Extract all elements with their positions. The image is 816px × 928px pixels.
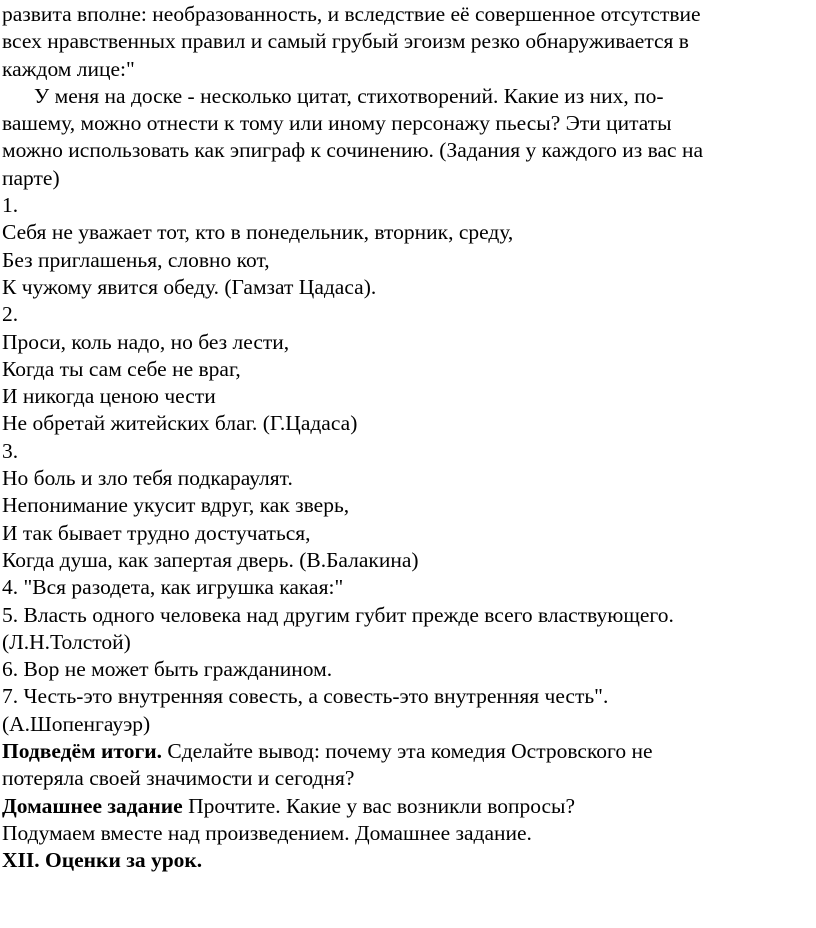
quote-number: 2.	[2, 302, 19, 327]
quote-6: 6. Вор не может быть гражданином.	[2, 657, 333, 682]
summary-paragraph	[2, 738, 810, 793]
quote-2	[2, 301, 810, 437]
quote-5	[2, 602, 810, 657]
quote-7	[2, 683, 810, 738]
quote-1	[2, 192, 810, 301]
verse-line: Себя не уважает тот, кто в понедельник, вторник, среду,	[2, 220, 514, 245]
summary-text: Сделайте вывод: почему эта комедия Островского не	[161, 739, 653, 764]
text-line: У меня на доске - несколько цитат, стихотворений. Какие из них, по-	[34, 83, 664, 108]
homework-paragraph	[2, 793, 810, 848]
text-line: можно использовать как эпиграф к сочинению. (Задания у каждого из вас на	[2, 138, 704, 163]
quote-3	[2, 438, 810, 574]
quote-4: 4. "Вся разодета, как игрушка какая:"	[2, 575, 344, 600]
text-line	[2, 738, 810, 765]
intro-paragraph	[2, 1, 810, 83]
board-paragraph	[2, 83, 810, 192]
verse-line: И никогда ценою чести	[2, 384, 216, 409]
homework-label: Домашнее задание	[2, 793, 183, 818]
verse-line: Когда ты сам себе не враг,	[2, 356, 241, 381]
verse-line: Но боль и зло тебя подкараулят.	[2, 466, 293, 491]
verse-line: Не обретай житейских благ. (Г.Цадаса)	[2, 411, 358, 436]
text-line: (А.Шопенгауэр)	[2, 711, 151, 736]
text-line: 7. Честь-это внутренняя совесть, а совесть-это внутренняя честь".	[2, 684, 609, 709]
summary-label: Подведём итоги.	[2, 739, 162, 764]
verse-line: Без приглашенья, словно кот,	[2, 247, 270, 272]
text-line: всех нравственных правил и самый грубый эгоизм резко обнаруживается в	[2, 29, 689, 54]
text-line: каждом лице:"	[2, 56, 135, 81]
homework-text: Прочтите. Какие у вас возникли вопросы?	[182, 793, 576, 818]
document-page	[2, 1, 810, 875]
text-line: 5. Власть одного человека над другим губит прежде всего властвующего.	[2, 602, 674, 627]
text-line: парте)	[2, 165, 60, 190]
verse-line: Непонимание укусит вдруг, как зверь,	[2, 493, 350, 518]
verse-line: К чужому явится обеду. (Гамзат Цадаса).	[2, 274, 377, 299]
verse-line: Когда душа, как запертая дверь. (В.Балакина)	[2, 547, 419, 572]
text-line: (Л.Н.Толстой)	[2, 629, 131, 654]
verse-line: Проси, коль надо, но без лести,	[2, 329, 290, 354]
text-line: развита вполне: необразованность, и вследствие её совершенное отсутствие	[2, 2, 701, 26]
quote-number: 3.	[2, 438, 19, 463]
text-line: вашему, можно отнести к тому или иному персонажу пьесы? Эти цитаты	[2, 111, 672, 136]
text-line	[2, 793, 810, 820]
grades-heading: XII. Оценки за урок.	[2, 848, 203, 873]
quote-number: 1.	[2, 193, 19, 218]
verse-line: И так бывает трудно достучаться,	[2, 520, 311, 545]
text-line: Подумаем вместе над произведением. Домашнее задание.	[2, 820, 532, 845]
text-line: потеряла своей значимости и сегодня?	[2, 766, 355, 791]
